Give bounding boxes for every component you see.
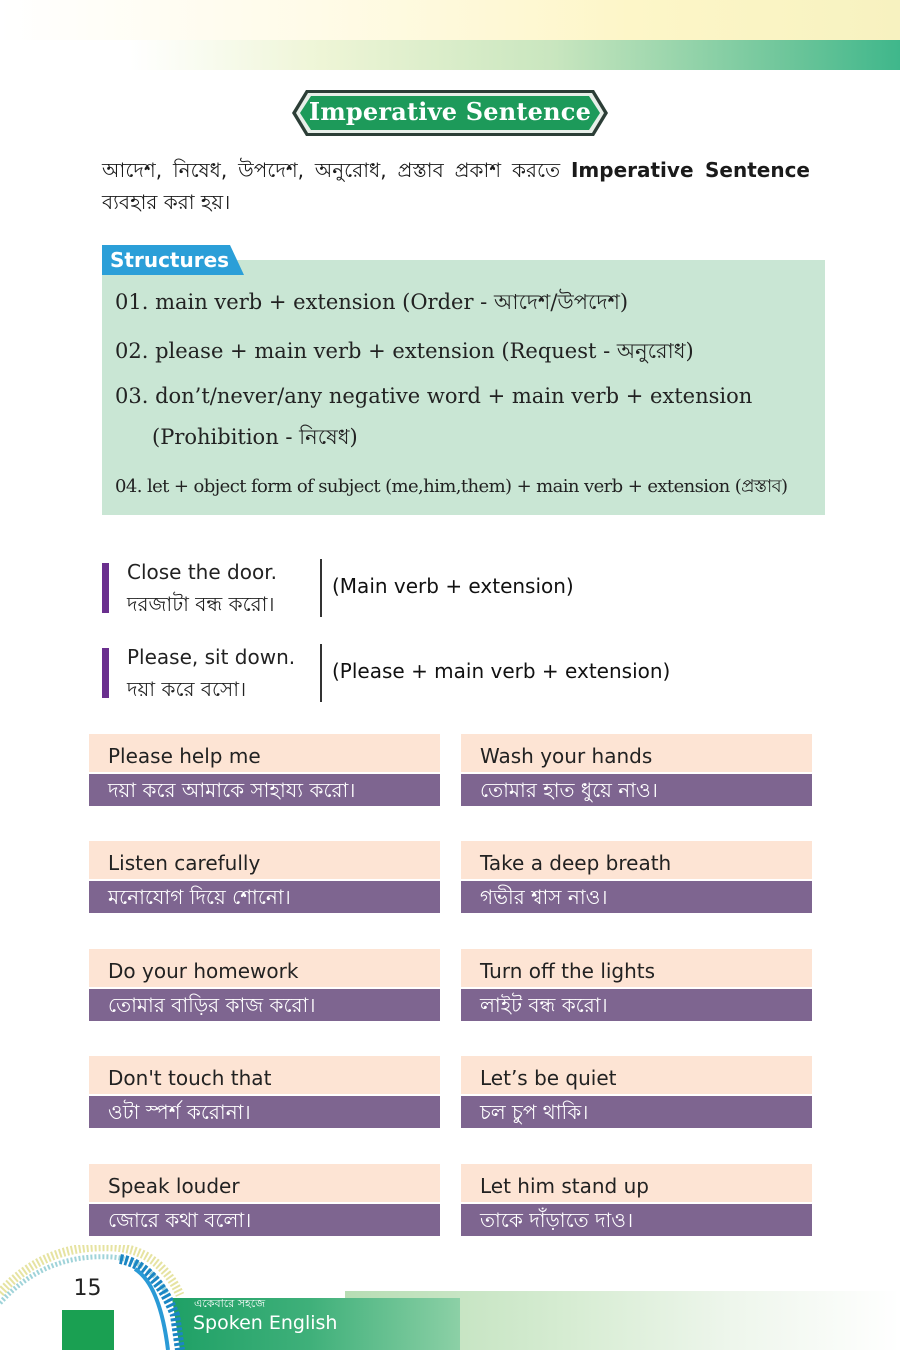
card-bengali: মনোযোগ দিয়ে শোনো।	[89, 881, 440, 913]
card-english: Do your homework	[89, 949, 440, 987]
card-english: Turn off the lights	[461, 949, 812, 987]
example-1	[102, 557, 702, 619]
example-divider	[320, 559, 322, 617]
example-bengali: দয়া করে বসো।	[127, 677, 247, 701]
card-bengali: তোমার হাত ধুয়ে নাও।	[461, 774, 812, 806]
card-english: Speak louder	[89, 1164, 440, 1202]
example-structure: (Main verb + extension)	[332, 574, 574, 598]
sentence-card-7	[89, 1056, 440, 1130]
card-english: Take a deep breath	[461, 841, 812, 879]
card-bengali: ওটা স্পর্শ করোনা।	[89, 1096, 440, 1128]
sentence-card-1	[89, 734, 440, 808]
brand-name: Spoken English	[193, 1312, 338, 1334]
structure-line-3b: (Prohibition - নিষেধ)	[152, 425, 358, 449]
example-english: Please, sit down.	[127, 645, 296, 669]
card-english: Please help me	[89, 734, 440, 772]
card-bengali: তাকে দাঁড়াতে দাও।	[461, 1204, 812, 1236]
structure-line-1: 01. main verb + extension (Order - আদেশ/উপদেশ)	[115, 290, 629, 314]
example-english: Close the door.	[127, 560, 277, 584]
page-title: Imperative Sentence	[308, 97, 592, 126]
card-english: Let him stand up	[461, 1164, 812, 1202]
footer-green-square	[62, 1310, 114, 1350]
card-english: Wash your hands	[461, 734, 812, 772]
intro-english: Imperative Sentence	[570, 158, 810, 182]
card-bengali: লাইট বন্ধ করো।	[461, 989, 812, 1021]
card-english: Let’s be quiet	[461, 1056, 812, 1094]
example-structure: (Please + main verb + extension)	[332, 659, 671, 683]
example-bar	[102, 563, 109, 613]
structures-label: Structures	[110, 248, 230, 272]
structures-tab	[102, 245, 244, 275]
example-divider	[320, 644, 322, 702]
card-bengali: জোরে কথা বলো।	[89, 1204, 440, 1236]
sentence-card-8	[461, 1056, 812, 1130]
top-decoration	[0, 0, 900, 40]
card-english: Listen carefully	[89, 841, 440, 879]
intro-paragraph	[102, 154, 810, 218]
card-english: Don't touch that	[89, 1056, 440, 1094]
structure-line-4: 04. let + object form of subject (me,him,them) + main verb + extension (প্রস্তাব)	[115, 476, 788, 497]
card-bengali: গভীর শ্বাস নাও।	[461, 881, 812, 913]
example-2	[102, 642, 702, 704]
sentence-card-9	[89, 1164, 440, 1238]
sentence-card-10	[461, 1164, 812, 1238]
example-bar	[102, 648, 109, 698]
title-badge	[292, 90, 608, 136]
intro-bengali: আদেশ, নিষেধ, উপদেশ, অনুরোধ, প্রস্তাব প্রকাশ করতে	[102, 158, 561, 182]
example-bengali: দরজাটা বন্ধ করো।	[127, 592, 275, 616]
structure-line-3: 03. don’t/never/any negative word + main verb + extension	[115, 384, 753, 408]
card-bengali: দয়া করে আমাকে সাহায্য করো।	[89, 774, 440, 806]
sentence-card-2	[461, 734, 812, 808]
sentence-card-4	[461, 841, 812, 915]
brand-tagline: একেবারে সহজে	[194, 1297, 266, 1310]
intro-bengali-end: ব্যবহার করা হয়।	[102, 190, 231, 214]
card-bengali: চল চুপ থাকি।	[461, 1096, 812, 1128]
sentence-card-3	[89, 841, 440, 915]
sentence-card-5	[89, 949, 440, 1023]
structure-line-2: 02. please + main verb + extension (Request - অনুরোধ)	[115, 339, 694, 363]
page-number: 15	[73, 1276, 102, 1301]
card-bengali: তোমার বাড়ির কাজ করো।	[89, 989, 440, 1021]
sentence-card-6	[461, 949, 812, 1023]
top-green-band	[130, 40, 900, 70]
